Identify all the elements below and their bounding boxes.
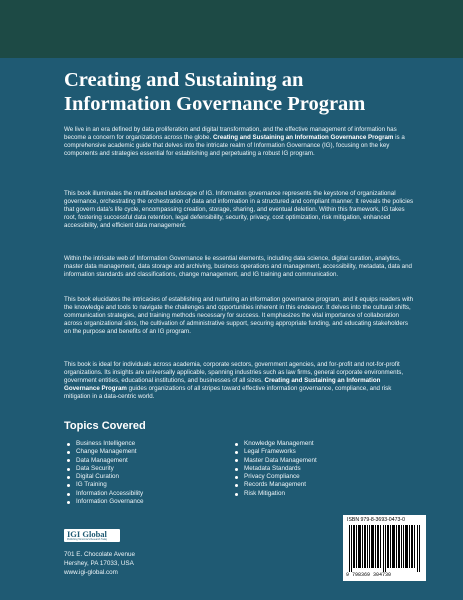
topic-item: Risk Mitigation	[232, 490, 317, 498]
topic-item: Master Data Management	[232, 457, 317, 465]
topic-item: Metadata Standards	[232, 465, 317, 473]
publisher-website: www.igi-global.com	[64, 568, 118, 576]
topic-item: IG Training	[64, 481, 144, 489]
barcode-bars-icon	[349, 525, 421, 572]
topic-item: Business Intelligence	[64, 440, 144, 448]
topic-item: Legal Frameworks	[232, 448, 317, 456]
topic-item: Data Management	[64, 457, 144, 465]
elements-paragraph: Within the intricate web of Information Governance lie essential elements, including data science, digital curation, analytics, master data management, data storage and archiving, business operations and management, accessibility, metadata, data and information standards and classifications, change management, and IG training and communication.	[64, 255, 412, 278]
title-line-1: Creating and Sustaining an	[64, 69, 304, 91]
isbn-barcode	[343, 515, 426, 581]
topic-item: Data Security	[64, 465, 144, 473]
audience-book-title-bold: Creating and Sustaining an Information Governance Program	[64, 376, 381, 392]
isbn-number: ISBN 979-8-3693-0473-0	[347, 517, 405, 523]
topic-item: Privacy Compliance	[232, 473, 317, 481]
address-city: Hershey, PA 17033, USA	[64, 559, 134, 567]
topic-item: Information Accessibility	[64, 490, 144, 498]
topics-list-right	[232, 440, 317, 498]
top-color-band	[0, 0, 463, 58]
audience-paragraph: This book is ideal for individuals across academia, corporate sectors, government agencies, and for-profit and not-for-profit organizations. Its insights are universally applicable, spanning industries such as law firms, general corporate environments, government entities, educational institutions, and businesses of all sizes. Creating and Sustaining an Information Governance Program guides organizations of all stripes toward effective information governance, compliance, and risk mitigation in a data-centric world.	[64, 361, 404, 400]
topic-item: Knowledge Management	[232, 440, 317, 448]
landscape-paragraph: This book illuminates the multifaceted landscape of IG. Information governance represents the keystone of organizational governance, orchestrating the orchestration of data and information in a structured and compliant manner. It reveals the policies that govern data's life cycle, encompassing creation, storage, sharing, and eventual deletion. Within this framework, IG takes root, fostering successful data retention, legal defensibility, security, privacy, cost optimization, risk mitigation, enhanced accessibility, and efficient data management.	[64, 190, 414, 229]
topics-list-left	[64, 440, 144, 506]
program-paragraph: This book elucidates the intricacies of establishing and nurturing an information governance program, and it equips readers with the knowledge and tools to navigate the challenges and opportunities inherent in this endeavor. It delves into the cultural shifts, communication strategies, and training methods necessary for success. It emphasizes the vital importance of collaboration across organizational silos, the cultivation of administrative support, securing appropriate funding, and educating stakeholders on the purpose and benefits of an IG program.	[64, 296, 414, 335]
topic-item: Information Governance	[64, 498, 144, 506]
barcode-digits: 9 798369 304730	[346, 572, 392, 578]
intro-book-title-bold: Creating and Sustaining an Information Governance Program	[212, 133, 394, 141]
publisher-logo-text: IGI Global	[67, 529, 107, 539]
topic-item: Records Management	[232, 481, 317, 489]
topic-item: Digital Curation	[64, 473, 144, 481]
topics-heading: Topics Covered	[64, 420, 146, 432]
publisher-address	[64, 551, 135, 577]
publisher-logo	[64, 529, 120, 542]
book-title	[64, 68, 424, 116]
publisher-logo-tagline: Publishing Tomorrow's Research Today	[67, 538, 108, 541]
title-line-2: Information Governance Program	[64, 93, 366, 115]
topic-item: Change Management	[64, 448, 144, 456]
address-street: 701 E. Chocolate Avenue	[64, 551, 135, 558]
intro-paragraph: We live in an era defined by data proliferation and digital transformation, and the effective management of information has become a concern for organizations across the globe. Creating and Sustaining an Information Governance Program is a comprehensive academic guide that delves into the intricate realm of Information Governance (IG), focusing on the key components and strategies essential for establishing and perpetuating a robust IG program.	[64, 126, 405, 157]
